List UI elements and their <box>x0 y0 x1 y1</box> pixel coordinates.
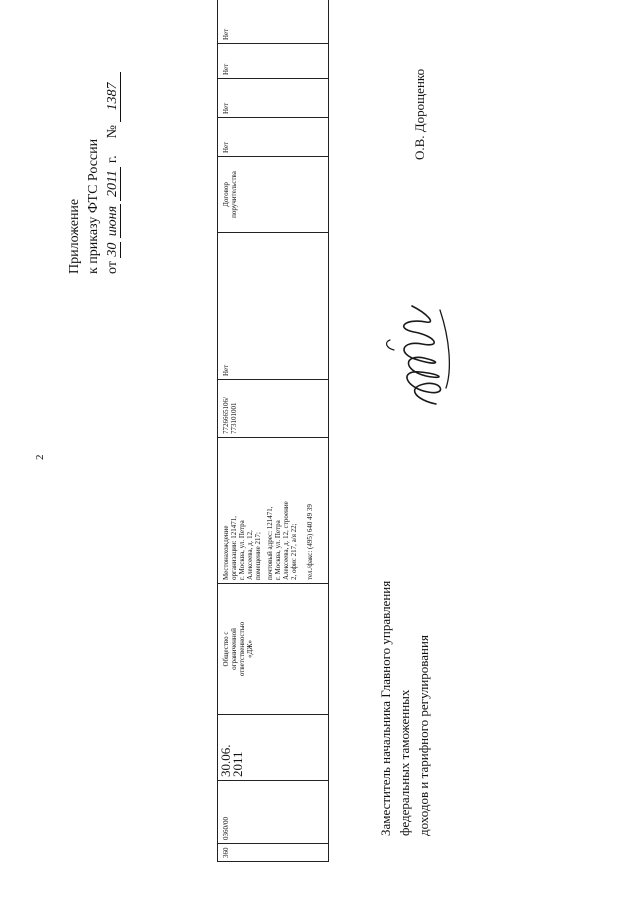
net-2: Нет <box>222 141 230 153</box>
net-5: Нет <box>222 28 230 40</box>
appendix-number: 1387 <box>105 72 121 122</box>
row-number: 360 <box>222 847 230 858</box>
appendix-title: Приложение <box>67 198 82 274</box>
address-main: Местонахождение организации: 121471, г. Москва, ул. Петра Алексеева, д. 12, помещение 217; <box>222 515 262 580</box>
cell-net-4 <box>218 43 328 78</box>
handwritten-signature <box>376 300 466 410</box>
appendix-day: 30 <box>105 242 120 257</box>
date-value: 30.06. 2011 <box>218 744 245 777</box>
appendix-ot: от <box>105 261 120 274</box>
cell-address <box>218 437 328 583</box>
appendix-year-suffix: г. <box>105 155 120 164</box>
cell-net-1 <box>218 232 328 379</box>
appendix-number-sign: № <box>105 125 120 139</box>
signer-title-line-3: доходов и тарифного регулирования <box>416 635 431 836</box>
signer-title-line-1: Заместитель начальника Главного управления <box>378 580 393 836</box>
cell-org-name <box>218 583 328 714</box>
registry-table <box>217 0 329 862</box>
appendix-order-ref: к приказу ФТС России <box>86 138 101 274</box>
cell-row-number <box>218 843 328 861</box>
inn-kpp: 7726665106/ 773101001 <box>222 397 238 434</box>
code-value: 0360/00 <box>222 817 230 840</box>
cell-net-3 <box>218 78 328 117</box>
contract-type: Договор поручительства <box>222 171 238 218</box>
address-postal: почтовый адрес: 121471, г. Москва, ул. Петра Алексеева, д. 12, строение 2, офис 217, а/я 22; <box>266 501 298 580</box>
cell-contract <box>218 156 328 232</box>
net-1: Нет <box>222 364 230 376</box>
org-name: Общество с ограниченной ответственностью «ДЖ» <box>222 621 254 677</box>
signer-name: О.В. Дорощенко <box>412 68 427 160</box>
cell-date <box>218 714 328 780</box>
page-number: 2 <box>34 454 46 460</box>
net-4: Нет <box>222 63 230 75</box>
appendix-month: июня <box>105 205 120 237</box>
cell-code <box>218 780 328 843</box>
appendix-header <box>65 72 122 274</box>
net-3: Нет <box>222 102 230 114</box>
cell-net-5 <box>218 0 328 43</box>
appendix-year: 2011 <box>105 167 121 201</box>
cell-inn-kpp <box>218 379 328 437</box>
cell-net-2 <box>218 117 328 156</box>
signer-title-line-2: федеральных таможенных <box>397 689 412 836</box>
signer-block <box>376 581 433 836</box>
address-phone: тел./факс: (495) 640 49 39 <box>306 504 314 580</box>
appendix-order-date-line <box>103 72 122 274</box>
